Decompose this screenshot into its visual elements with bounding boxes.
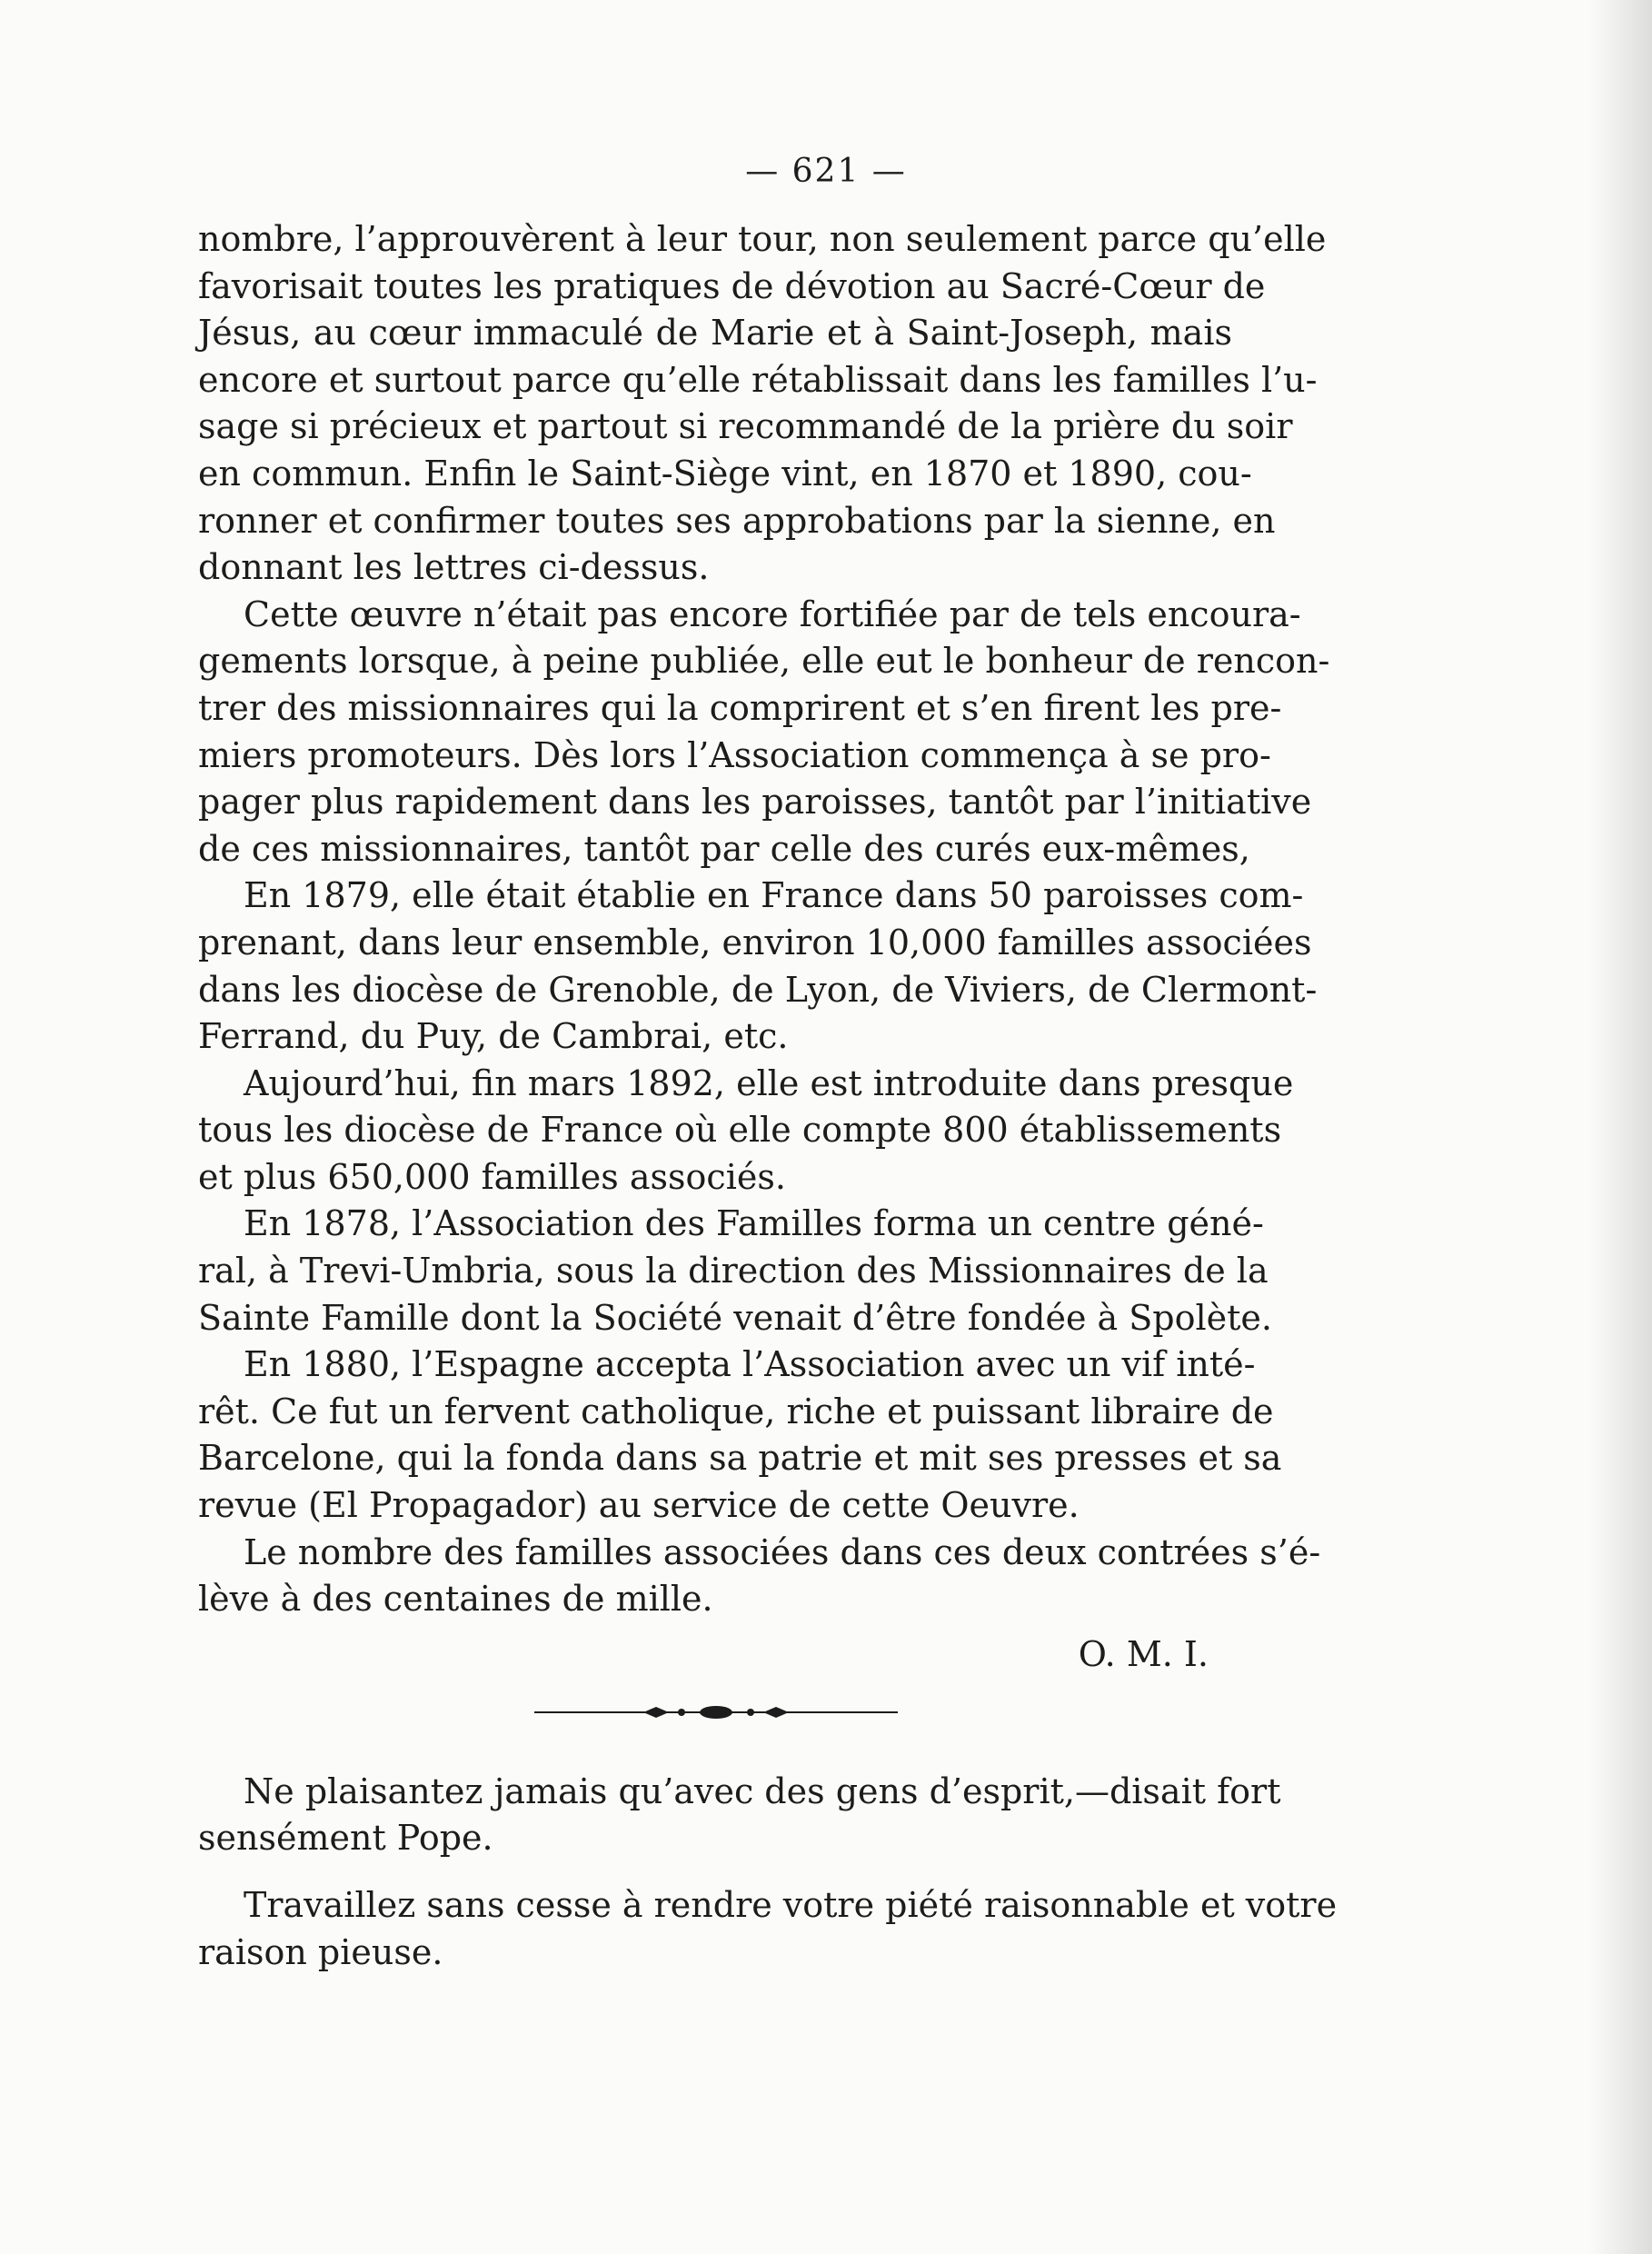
maxim-line: Ne plaisantez jamais qu’avec des gens d’esprit,—disait fort	[244, 1770, 1281, 1811]
text-line: tous les diocèse de France où elle compte 800 établissements	[198, 1110, 1282, 1151]
text-line: ral, à Trevi-Umbria, sous la direction des Missionnaires de la	[198, 1251, 1269, 1292]
text-line: de ces missionnaires, tantôt par celle des curés eux-mêmes,	[198, 828, 1250, 869]
text-line: rêt. Ce fut un fervent catholique, riche et puissant libraire de	[198, 1391, 1274, 1431]
text-line: Le nombre des familles associées dans ces deux contrées s’é-	[244, 1531, 1321, 1572]
page-number: — 621 —	[745, 153, 907, 190]
text-line: et plus 650,000 familles associés.	[198, 1156, 786, 1197]
text-line: Sainte Famille dont la Société venait d’être fondée à Spolète.	[198, 1297, 1272, 1338]
text-line: Cette œuvre n’était pas encore fortifiée par de tels encoura-	[244, 593, 1301, 634]
text-line: en commun. Enfin le Saint-Siège vint, en 1870 et 1890, cou-	[198, 453, 1252, 494]
text-line: prenant, dans leur ensemble, environ 10,000 familles associées	[198, 922, 1312, 962]
maxim-line: Travaillez sans cesse à rendre votre piété raisonnable et votre	[244, 1885, 1338, 1925]
spacer	[198, 1862, 1232, 1882]
text-line: encore et surtout parce qu’elle rétablissait dans les familles l’u-	[198, 359, 1318, 400]
text-line: gements lorsque, à peine publiée, elle eut le bonheur de rencon-	[198, 641, 1330, 682]
text-line: donnant les lettres ci-dessus.	[198, 547, 710, 588]
text-line: ronner et confirmer toutes ses approbations par la sienne, en	[198, 500, 1276, 541]
text-column	[198, 216, 1338, 1976]
text-line: dans les diocèse de Grenoble, de Lyon, de Viviers, de Clermont-	[198, 969, 1318, 1010]
text-line: pager plus rapidement dans les paroisses, tantôt par l’initiative	[198, 782, 1312, 823]
text-line: Ferrand, du Puy, de Cambrai, etc.	[198, 1016, 789, 1057]
text-line: Aujourd’hui, fin mars 1892, elle est introduite dans presque	[244, 1062, 1294, 1103]
text-line: miers promoteurs. Dès lors l’Association commença à se pro-	[198, 734, 1271, 775]
spacer	[198, 1740, 1232, 1769]
text-line: Jésus, au cœur immaculé de Marie et à Saint-Joseph, mais	[198, 313, 1232, 354]
ornament-icon	[534, 1701, 898, 1723]
maxim-line: sensément Pope.	[198, 1818, 493, 1859]
ornament-divider	[198, 1685, 1232, 1740]
signature: O. M. I.	[1078, 1633, 1209, 1674]
maxim-line: raison pieuse.	[198, 1931, 443, 1972]
text-line: favorisait toutes les pratiques de dévotion au Sacré-Cœur de	[198, 265, 1266, 306]
text-line: nombre, l’approuvèrent à leur tour, non seulement parce qu’elle	[198, 219, 1327, 259]
text-line: En 1880, l’Espagne accepta l’Association avec un vif inté-	[244, 1344, 1256, 1385]
scan-edge-shadow	[1588, 0, 1652, 2254]
text-line: sage si précieux et partout si recommandé de la prière du soir	[198, 406, 1293, 447]
text-line: En 1879, elle était établie en France dans 50 paroisses com-	[244, 875, 1304, 916]
text-line: trer des missionnaires qui la comprirent et s’en firent les pre-	[198, 687, 1282, 728]
text-line: Barcelone, qui la fonda dans sa patrie et mit ses presses et sa	[198, 1438, 1282, 1479]
text-line: En 1878, l’Association des Familles forma un centre géné-	[244, 1203, 1264, 1244]
text-line: lève à des centaines de mille.	[198, 1579, 713, 1620]
text-line: revue (El Propagador) au service de cette Oeuvre.	[198, 1485, 1080, 1526]
